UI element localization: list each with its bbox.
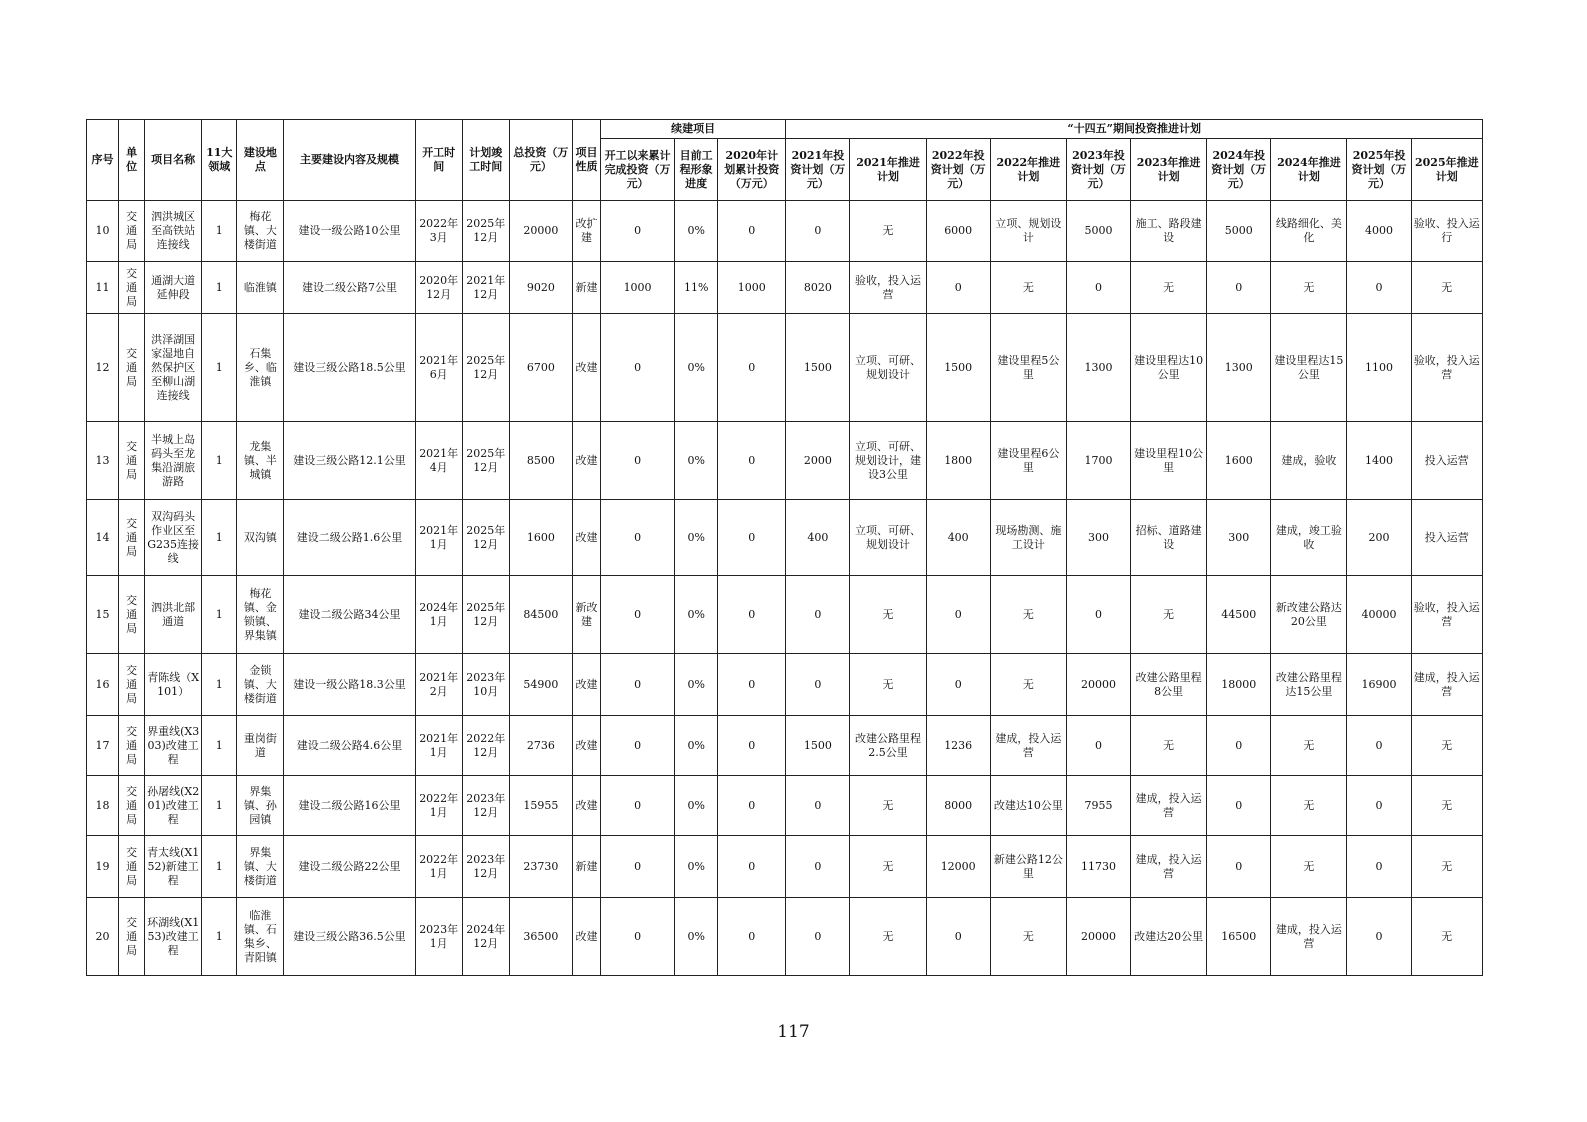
cell-2025-plan: 验收，投入运营 <box>1411 576 1482 654</box>
cell-2024-plan: 无 <box>1271 716 1347 776</box>
cell-name: 通湖大道延伸段 <box>145 262 202 314</box>
cell-finish: 2025年12月 <box>462 314 509 422</box>
cell-2022-invest: 0 <box>926 654 990 716</box>
cell-finish: 2025年12月 <box>462 422 509 500</box>
cell-start: 2022年1月 <box>415 776 462 836</box>
project-table <box>86 119 1483 976</box>
cell-nature: 改建 <box>572 716 600 776</box>
header-content: 主要建设内容及规模 <box>284 120 415 201</box>
cell-2022-invest: 1236 <box>926 716 990 776</box>
cell-seq: 14 <box>87 500 119 576</box>
cell-2021-invest: 1500 <box>786 314 850 422</box>
cell-cum-invest: 0 <box>601 314 675 422</box>
cell-seq: 10 <box>87 201 119 262</box>
header-finish: 计划竣工时间 <box>462 120 509 201</box>
cell-finish: 2025年12月 <box>462 500 509 576</box>
cell-content: 建设一级公路18.3公里 <box>284 654 415 716</box>
cell-seq: 20 <box>87 898 119 976</box>
header-unit: 单位 <box>119 120 145 201</box>
cell-cum-invest: 0 <box>601 576 675 654</box>
cell-content: 建设二级公路4.6公里 <box>284 716 415 776</box>
cell-2024-plan: 建成，验收 <box>1271 422 1347 500</box>
cell-progress: 11% <box>675 262 718 314</box>
cell-seq: 13 <box>87 422 119 500</box>
header-2023-invest: 2023年投资计划（万元） <box>1066 139 1130 201</box>
cell-2022-plan: 无 <box>990 576 1066 654</box>
cell-location: 梅花镇、大楼街道 <box>237 201 284 262</box>
cell-2022-invest: 0 <box>926 898 990 976</box>
header-nature: 项目性质 <box>572 120 600 201</box>
cell-2021-plan: 无 <box>850 201 926 262</box>
cell-field: 1 <box>202 262 237 314</box>
cell-2024-invest: 1600 <box>1207 422 1271 500</box>
cell-finish: 2023年10月 <box>462 654 509 716</box>
cell-2022-plan: 现场勘测、施工设计 <box>990 500 1066 576</box>
cell-2023-plan: 建设里程10公里 <box>1131 422 1207 500</box>
header-2024-invest: 2024年投资计划（万元） <box>1207 139 1271 201</box>
cell-2021-invest: 8020 <box>786 262 850 314</box>
cell-2021-plan: 立项、可研、规划设计，建设3公里 <box>850 422 926 500</box>
header-cum-invest: 开工以来累计完成投资（万元） <box>601 139 675 201</box>
cell-2022-plan: 无 <box>990 262 1066 314</box>
cell-unit: 交通局 <box>119 654 145 716</box>
cell-name: 泗洪城区至高铁站连接线 <box>145 201 202 262</box>
cell-2022-invest: 6000 <box>926 201 990 262</box>
header-2021-invest: 2021年投资计划（万元） <box>786 139 850 201</box>
header-name: 项目名称 <box>145 120 202 201</box>
cell-2020-plan: 0 <box>718 201 786 262</box>
document-page <box>86 119 1483 976</box>
cell-2024-invest: 0 <box>1207 716 1271 776</box>
cell-2022-plan: 建成，投入运营 <box>990 716 1066 776</box>
cell-2021-plan: 改建公路里程2.5公里 <box>850 716 926 776</box>
cell-2025-plan: 无 <box>1411 716 1482 776</box>
cell-2022-plan: 立项、规划设计 <box>990 201 1066 262</box>
table-row <box>87 898 1483 976</box>
cell-2020-plan: 0 <box>718 836 786 898</box>
cell-location: 临淮镇、石集乡、青阳镇 <box>237 898 284 976</box>
cell-2025-invest: 0 <box>1347 262 1411 314</box>
cell-2025-invest: 0 <box>1347 836 1411 898</box>
cell-2021-plan: 无 <box>850 654 926 716</box>
cell-name: 孙屠线(X201)改建工程 <box>145 776 202 836</box>
cell-2023-plan: 改建公路里程8公里 <box>1131 654 1207 716</box>
cell-location: 重岗街道 <box>237 716 284 776</box>
cell-cum-invest: 0 <box>601 716 675 776</box>
cell-2025-invest: 40000 <box>1347 576 1411 654</box>
table-row <box>87 654 1483 716</box>
cell-2022-plan: 无 <box>990 654 1066 716</box>
cell-2023-plan: 建成，投入运营 <box>1131 776 1207 836</box>
cell-2020-plan: 1000 <box>718 262 786 314</box>
cell-field: 1 <box>202 776 237 836</box>
cell-location: 临淮镇 <box>237 262 284 314</box>
cell-2021-invest: 0 <box>786 898 850 976</box>
cell-2025-invest: 0 <box>1347 776 1411 836</box>
cell-2023-invest: 7955 <box>1066 776 1130 836</box>
cell-nature: 改建 <box>572 422 600 500</box>
cell-2021-invest: 2000 <box>786 422 850 500</box>
cell-progress: 0% <box>675 776 718 836</box>
cell-cum-invest: 0 <box>601 898 675 976</box>
header-plan-group: “十四五”期间投资推进计划 <box>786 120 1483 139</box>
cell-2025-invest: 200 <box>1347 500 1411 576</box>
cell-2025-invest: 0 <box>1347 898 1411 976</box>
cell-total: 15955 <box>509 776 572 836</box>
cell-2024-invest: 5000 <box>1207 201 1271 262</box>
cell-start: 2020年12月 <box>415 262 462 314</box>
cell-cum-invest: 0 <box>601 422 675 500</box>
cell-2025-plan: 验收、投入运行 <box>1411 201 1482 262</box>
cell-name: 界重线(X303)改建工程 <box>145 716 202 776</box>
cell-2024-invest: 1300 <box>1207 314 1271 422</box>
table-row <box>87 422 1483 500</box>
cell-2024-plan: 无 <box>1271 836 1347 898</box>
cell-location: 界集镇、大楼街道 <box>237 836 284 898</box>
cell-total: 6700 <box>509 314 572 422</box>
cell-field: 1 <box>202 201 237 262</box>
cell-field: 1 <box>202 716 237 776</box>
cell-start: 2021年6月 <box>415 314 462 422</box>
cell-2022-invest: 400 <box>926 500 990 576</box>
cell-start: 2022年3月 <box>415 201 462 262</box>
cell-location: 金锁镇、大楼街道 <box>237 654 284 716</box>
cell-progress: 0% <box>675 898 718 976</box>
cell-2025-invest: 16900 <box>1347 654 1411 716</box>
cell-2020-plan: 0 <box>718 500 786 576</box>
cell-content: 建设二级公路34公里 <box>284 576 415 654</box>
cell-finish: 2025年12月 <box>462 576 509 654</box>
cell-2021-plan: 无 <box>850 836 926 898</box>
cell-2024-plan: 无 <box>1271 776 1347 836</box>
table-row <box>87 262 1483 314</box>
cell-2022-plan: 建设里程5公里 <box>990 314 1066 422</box>
cell-unit: 交通局 <box>119 314 145 422</box>
cell-total: 36500 <box>509 898 572 976</box>
cell-content: 建设三级公路18.5公里 <box>284 314 415 422</box>
header-2023-plan: 2023年推进计划 <box>1131 139 1207 201</box>
header-2022-invest: 2022年投资计划（万元） <box>926 139 990 201</box>
cell-progress: 0% <box>675 836 718 898</box>
cell-name: 青太线(X152)新建工程 <box>145 836 202 898</box>
cell-finish: 2024年12月 <box>462 898 509 976</box>
cell-2024-plan: 无 <box>1271 262 1347 314</box>
cell-finish: 2023年12月 <box>462 836 509 898</box>
cell-2021-invest: 0 <box>786 576 850 654</box>
cell-2023-invest: 11730 <box>1066 836 1130 898</box>
cell-field: 1 <box>202 314 237 422</box>
cell-finish: 2025年12月 <box>462 201 509 262</box>
cell-2023-invest: 300 <box>1066 500 1130 576</box>
cell-start: 2021年1月 <box>415 500 462 576</box>
cell-2024-plan: 建成，竣工验收 <box>1271 500 1347 576</box>
cell-2022-invest: 0 <box>926 576 990 654</box>
cell-cum-invest: 0 <box>601 500 675 576</box>
cell-2024-plan: 线路细化、美化 <box>1271 201 1347 262</box>
cell-2025-plan: 无 <box>1411 776 1482 836</box>
cell-total: 8500 <box>509 422 572 500</box>
cell-cum-invest: 0 <box>601 776 675 836</box>
cell-unit: 交通局 <box>119 500 145 576</box>
table-row <box>87 836 1483 898</box>
cell-start: 2023年1月 <box>415 898 462 976</box>
cell-2023-invest: 20000 <box>1066 654 1130 716</box>
cell-field: 1 <box>202 500 237 576</box>
cell-2025-plan: 建成，投入运营 <box>1411 654 1482 716</box>
cell-unit: 交通局 <box>119 262 145 314</box>
cell-2020-plan: 0 <box>718 716 786 776</box>
cell-unit: 交通局 <box>119 716 145 776</box>
cell-2024-invest: 300 <box>1207 500 1271 576</box>
cell-2023-plan: 建成，投入运营 <box>1131 836 1207 898</box>
header-2022-plan: 2022年推进计划 <box>990 139 1066 201</box>
cell-2024-invest: 0 <box>1207 836 1271 898</box>
cell-name: 青陈线（X101） <box>145 654 202 716</box>
cell-2024-plan: 建设里程达15公里 <box>1271 314 1347 422</box>
cell-unit: 交通局 <box>119 422 145 500</box>
cell-progress: 0% <box>675 576 718 654</box>
cell-progress: 0% <box>675 201 718 262</box>
cell-total: 2736 <box>509 716 572 776</box>
table-row <box>87 201 1483 262</box>
cell-total: 54900 <box>509 654 572 716</box>
cell-location: 界集镇、孙园镇 <box>237 776 284 836</box>
cell-2023-plan: 无 <box>1131 262 1207 314</box>
cell-2020-plan: 0 <box>718 654 786 716</box>
cell-field: 1 <box>202 898 237 976</box>
cell-seq: 11 <box>87 262 119 314</box>
cell-location: 梅花镇、金锁镇、界集镇 <box>237 576 284 654</box>
table-row <box>87 776 1483 836</box>
cell-2023-plan: 建设里程达10公里 <box>1131 314 1207 422</box>
cell-2023-plan: 无 <box>1131 576 1207 654</box>
cell-2023-invest: 5000 <box>1066 201 1130 262</box>
cell-start: 2021年4月 <box>415 422 462 500</box>
cell-progress: 0% <box>675 654 718 716</box>
cell-field: 1 <box>202 422 237 500</box>
cell-nature: 改扩建 <box>572 201 600 262</box>
cell-2025-invest: 1100 <box>1347 314 1411 422</box>
cell-2020-plan: 0 <box>718 314 786 422</box>
cell-2023-invest: 0 <box>1066 576 1130 654</box>
header-2020-plan: 2020年计划累计投资（万元） <box>718 139 786 201</box>
cell-start: 2022年1月 <box>415 836 462 898</box>
cell-total: 23730 <box>509 836 572 898</box>
cell-seq: 15 <box>87 576 119 654</box>
cell-progress: 0% <box>675 716 718 776</box>
cell-2021-plan: 无 <box>850 576 926 654</box>
cell-name: 环湖线(X153)改建工程 <box>145 898 202 976</box>
cell-start: 2021年2月 <box>415 654 462 716</box>
cell-2024-invest: 0 <box>1207 262 1271 314</box>
cell-content: 建设二级公路22公里 <box>284 836 415 898</box>
header-field: 11大领域 <box>202 120 237 201</box>
cell-2020-plan: 0 <box>718 576 786 654</box>
cell-content: 建设三级公路12.1公里 <box>284 422 415 500</box>
cell-2021-invest: 0 <box>786 776 850 836</box>
cell-2021-plan: 无 <box>850 898 926 976</box>
cell-2024-invest: 18000 <box>1207 654 1271 716</box>
cell-total: 1600 <box>509 500 572 576</box>
cell-progress: 0% <box>675 314 718 422</box>
cell-seq: 17 <box>87 716 119 776</box>
cell-progress: 0% <box>675 500 718 576</box>
header-2024-plan: 2024年推进计划 <box>1271 139 1347 201</box>
cell-name: 双沟码头作业区至G235连接线 <box>145 500 202 576</box>
cell-name: 半城上岛码头至龙集沿湖旅游路 <box>145 422 202 500</box>
cell-2025-plan: 投入运营 <box>1411 422 1482 500</box>
cell-nature: 改建 <box>572 776 600 836</box>
cell-seq: 12 <box>87 314 119 422</box>
table-body <box>87 201 1483 976</box>
cell-name: 洪泽湖国家湿地自然保护区至柳山湖连接线 <box>145 314 202 422</box>
header-continued-group: 续建项目 <box>601 120 786 139</box>
cell-nature: 新改建 <box>572 576 600 654</box>
cell-2025-plan: 无 <box>1411 262 1482 314</box>
cell-2022-invest: 0 <box>926 262 990 314</box>
cell-unit: 交通局 <box>119 776 145 836</box>
cell-2023-plan: 施工、路段建设 <box>1131 201 1207 262</box>
cell-finish: 2023年12月 <box>462 776 509 836</box>
table-row <box>87 500 1483 576</box>
cell-2023-plan: 改建达20公里 <box>1131 898 1207 976</box>
cell-2025-invest: 4000 <box>1347 201 1411 262</box>
cell-nature: 改建 <box>572 314 600 422</box>
cell-nature: 改建 <box>572 654 600 716</box>
cell-2021-invest: 400 <box>786 500 850 576</box>
cell-content: 建设三级公路36.5公里 <box>284 898 415 976</box>
cell-start: 2021年1月 <box>415 716 462 776</box>
cell-2024-plan: 建成，投入运营 <box>1271 898 1347 976</box>
cell-2021-plan: 立项、可研、规划设计 <box>850 314 926 422</box>
cell-unit: 交通局 <box>119 201 145 262</box>
cell-2022-plan: 无 <box>990 898 1066 976</box>
cell-2023-invest: 1300 <box>1066 314 1130 422</box>
header-progress: 目前工程形象进度 <box>675 139 718 201</box>
cell-content: 建设二级公路1.6公里 <box>284 500 415 576</box>
table-row <box>87 576 1483 654</box>
cell-nature: 改建 <box>572 898 600 976</box>
cell-total: 9020 <box>509 262 572 314</box>
cell-unit: 交通局 <box>119 836 145 898</box>
cell-start: 2024年1月 <box>415 576 462 654</box>
cell-2025-plan: 无 <box>1411 898 1482 976</box>
cell-2022-invest: 12000 <box>926 836 990 898</box>
cell-2021-invest: 0 <box>786 654 850 716</box>
cell-location: 双沟镇 <box>237 500 284 576</box>
cell-total: 84500 <box>509 576 572 654</box>
cell-total: 20000 <box>509 201 572 262</box>
header-location: 建设地点 <box>237 120 284 201</box>
cell-2022-invest: 8000 <box>926 776 990 836</box>
cell-2023-invest: 20000 <box>1066 898 1130 976</box>
cell-2021-plan: 立项、可研、规划设计 <box>850 500 926 576</box>
cell-2025-plan: 验收，投入运营 <box>1411 314 1482 422</box>
cell-unit: 交通局 <box>119 576 145 654</box>
cell-2025-invest: 0 <box>1347 716 1411 776</box>
cell-field: 1 <box>202 576 237 654</box>
header-2025-plan: 2025年推进计划 <box>1411 139 1482 201</box>
cell-finish: 2022年12月 <box>462 716 509 776</box>
cell-2020-plan: 0 <box>718 422 786 500</box>
table-row <box>87 716 1483 776</box>
cell-content: 建设二级公路16公里 <box>284 776 415 836</box>
cell-field: 1 <box>202 654 237 716</box>
header-2021-plan: 2021年推进计划 <box>850 139 926 201</box>
cell-2023-invest: 0 <box>1066 262 1130 314</box>
cell-2021-invest: 0 <box>786 836 850 898</box>
cell-2022-invest: 1800 <box>926 422 990 500</box>
cell-2024-invest: 44500 <box>1207 576 1271 654</box>
cell-2021-plan: 验收，投入运营 <box>850 262 926 314</box>
header-2025-invest: 2025年投资计划（万元） <box>1347 139 1411 201</box>
cell-nature: 新建 <box>572 262 600 314</box>
cell-2023-invest: 0 <box>1066 716 1130 776</box>
cell-2024-plan: 改建公路里程达15公里 <box>1271 654 1347 716</box>
cell-2020-plan: 0 <box>718 776 786 836</box>
cell-cum-invest: 0 <box>601 654 675 716</box>
cell-seq: 16 <box>87 654 119 716</box>
header-start: 开工时间 <box>415 120 462 201</box>
cell-unit: 交通局 <box>119 898 145 976</box>
cell-cum-invest: 1000 <box>601 262 675 314</box>
cell-location: 龙集镇、半城镇 <box>237 422 284 500</box>
cell-2021-invest: 1500 <box>786 716 850 776</box>
cell-cum-invest: 0 <box>601 201 675 262</box>
cell-cum-invest: 0 <box>601 836 675 898</box>
cell-seq: 19 <box>87 836 119 898</box>
cell-2023-invest: 1700 <box>1066 422 1130 500</box>
cell-field: 1 <box>202 836 237 898</box>
cell-finish: 2021年12月 <box>462 262 509 314</box>
cell-progress: 0% <box>675 422 718 500</box>
cell-2024-plan: 新改建公路达20公里 <box>1271 576 1347 654</box>
cell-nature: 新建 <box>572 836 600 898</box>
cell-2025-invest: 1400 <box>1347 422 1411 500</box>
cell-2022-plan: 新建公路12公里 <box>990 836 1066 898</box>
cell-2024-invest: 0 <box>1207 776 1271 836</box>
cell-2020-plan: 0 <box>718 898 786 976</box>
cell-2023-plan: 招标、道路建设 <box>1131 500 1207 576</box>
cell-2021-plan: 无 <box>850 776 926 836</box>
cell-content: 建设二级公路7公里 <box>284 262 415 314</box>
header-seq: 序号 <box>87 120 119 201</box>
cell-2023-plan: 无 <box>1131 716 1207 776</box>
header-row-1 <box>87 120 1483 139</box>
cell-2024-invest: 16500 <box>1207 898 1271 976</box>
table-row <box>87 314 1483 422</box>
header-total: 总投资（万元） <box>509 120 572 201</box>
cell-2025-plan: 投入运营 <box>1411 500 1482 576</box>
cell-2022-plan: 改建达10公里 <box>990 776 1066 836</box>
cell-content: 建设一级公路10公里 <box>284 201 415 262</box>
cell-seq: 18 <box>87 776 119 836</box>
cell-location: 石集乡、临淮镇 <box>237 314 284 422</box>
cell-2022-plan: 建设里程6公里 <box>990 422 1066 500</box>
cell-2025-plan: 无 <box>1411 836 1482 898</box>
cell-2022-invest: 1500 <box>926 314 990 422</box>
cell-nature: 改建 <box>572 500 600 576</box>
page-number: 117 <box>777 1022 810 1042</box>
cell-name: 泗洪北部通道 <box>145 576 202 654</box>
cell-2021-invest: 0 <box>786 201 850 262</box>
